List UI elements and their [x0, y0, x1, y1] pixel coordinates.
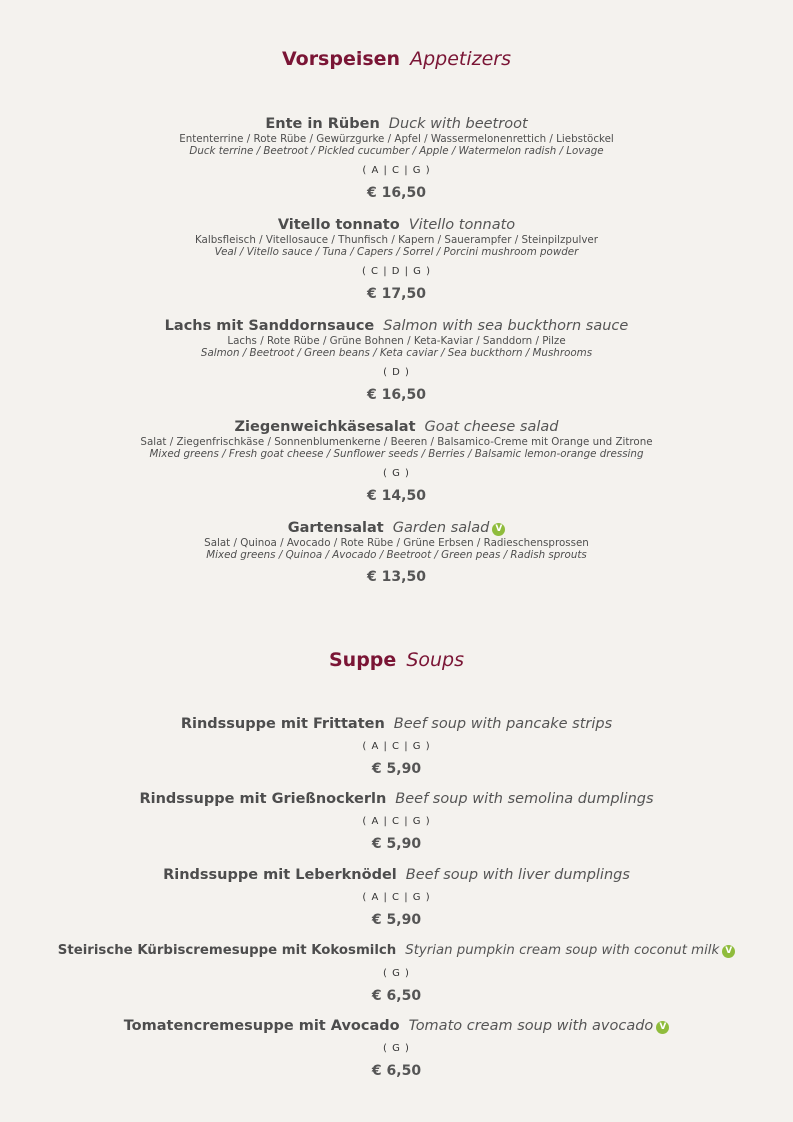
item-description-en: Veal / Vitello sauce / Tuna / Capers / Sorrel / Porcini mushroom powder — [214, 246, 579, 258]
item-name-de: Gartensalat — [287, 520, 384, 536]
item-title — [0, 216, 793, 234]
item-description-en: Duck terrine / Beetroot / Pickled cucumber / Apple / Watermelon radish / Lovage — [189, 145, 604, 157]
section-title-de: Vorspeisen — [281, 48, 401, 70]
item-name-de: Tomatencremesuppe mit Avocado — [123, 1018, 400, 1034]
item-title — [0, 317, 793, 335]
vegan-icon: V — [722, 945, 735, 958]
item-name-en: Beef soup with pancake strips — [393, 716, 613, 732]
menu-item — [0, 418, 793, 505]
item-title — [0, 715, 793, 733]
item-allergens: ( D ) — [383, 367, 410, 378]
menu-item — [0, 1017, 793, 1080]
item-price: € 14,50 — [367, 488, 426, 504]
item-name-en: Goat cheese salad — [424, 419, 559, 435]
item-allergens: ( G ) — [383, 1043, 410, 1054]
item-name-de: Steirische Kürbiscremesuppe mit Kokosmilch — [57, 943, 397, 958]
item-price: € 6,50 — [371, 1063, 422, 1079]
item-allergens: ( A | C | G ) — [362, 741, 431, 752]
item-name-de: Rindssuppe mit Frittaten — [180, 716, 385, 732]
item-description-de: Kalbsfleisch / Vitellosauce / Thunfisch / Kapern / Sauerampfer / Steinpilzpulver — [194, 234, 598, 246]
item-title — [0, 1017, 793, 1035]
item-allergens: ( G ) — [383, 468, 410, 479]
vegan-icon: V — [656, 1021, 669, 1034]
item-price: € 16,50 — [367, 387, 426, 403]
item-name-de: Rindssuppe mit Leberknödel — [163, 867, 397, 883]
item-title — [0, 942, 793, 960]
item-allergens: ( C | D | G ) — [361, 266, 432, 277]
section-title-de: Suppe — [329, 649, 397, 671]
item-name-en: Garden salad — [392, 520, 490, 536]
section-title-en: Appetizers — [410, 48, 512, 70]
menu-item — [0, 317, 793, 404]
menu-item — [0, 942, 793, 1005]
menu-item — [0, 866, 793, 929]
item-price: € 5,90 — [371, 912, 422, 928]
item-name-en: Beef soup with semolina dumplings — [395, 791, 654, 807]
item-description-de: Lachs / Rote Rübe / Grüne Bohnen / Keta-Kaviar / Sanddorn / Pilze — [227, 335, 566, 347]
item-name-en: Styrian pumpkin cream soup with coconut milk — [405, 943, 720, 958]
item-name-de: Lachs mit Sanddornsauce — [164, 318, 375, 334]
item-description-de: Salat / Ziegenfrischkäse / Sonnenblumenkerne / Beeren / Balsamico-Creme mit Orange und Zitrone — [140, 436, 653, 448]
item-title — [0, 418, 793, 436]
menu-item — [0, 519, 793, 586]
item-name-en: Duck with beetroot — [388, 116, 528, 132]
item-description-de: Salat / Quinoa / Avocado / Rote Rübe / Grüne Erbsen / Radieschensprossen — [204, 537, 589, 549]
item-description-en: Mixed greens / Fresh goat cheese / Sunflower seeds / Berries / Balsamic lemon-orange dressing — [149, 448, 644, 460]
menu-item — [0, 216, 793, 303]
item-price: € 5,90 — [371, 761, 422, 777]
menu-item — [0, 790, 793, 853]
item-name-en: Vitello tonnato — [408, 217, 516, 233]
item-price: € 5,90 — [371, 836, 422, 852]
item-name-de: Ziegenweichkäsesalat — [234, 419, 416, 435]
item-price: € 13,50 — [367, 569, 426, 585]
menu-item — [0, 715, 793, 778]
item-price: € 16,50 — [367, 185, 426, 201]
item-name-en: Salmon with sea buckthorn sauce — [383, 318, 629, 334]
item-name-de: Vitello tonnato — [277, 217, 400, 233]
section-title-appetizers — [0, 48, 793, 70]
item-title — [0, 790, 793, 808]
item-price: € 17,50 — [367, 286, 426, 302]
menu-item — [0, 115, 793, 202]
section-title-en: Soups — [406, 649, 464, 671]
item-name-de: Rindssuppe mit Grießnockerln — [139, 791, 387, 807]
item-price: € 6,50 — [371, 988, 422, 1004]
item-allergens: ( G ) — [383, 968, 410, 979]
item-allergens: ( A | C | G ) — [362, 892, 431, 903]
item-description-en: Salmon / Beetroot / Green beans / Keta caviar / Sea buckthorn / Mushrooms — [200, 347, 593, 359]
section-title-soups — [0, 649, 793, 671]
item-name-de: Ente in Rüben — [265, 116, 380, 132]
item-allergens: ( A | C | G ) — [362, 165, 431, 176]
vegan-icon: V — [492, 523, 505, 536]
item-title — [0, 519, 793, 537]
item-description-en: Mixed greens / Quinoa / Avocado / Beetroot / Green peas / Radish sprouts — [206, 549, 587, 561]
item-title — [0, 866, 793, 884]
item-allergens: ( A | C | G ) — [362, 816, 431, 827]
item-description-de: Ententerrine / Rote Rübe / Gewürzgurke / Apfel / Wassermelonenrettich / Liebstöckel — [179, 133, 614, 145]
item-name-en: Beef soup with liver dumplings — [405, 867, 630, 883]
item-title — [0, 115, 793, 133]
item-name-en: Tomato cream soup with avocado — [408, 1018, 654, 1034]
